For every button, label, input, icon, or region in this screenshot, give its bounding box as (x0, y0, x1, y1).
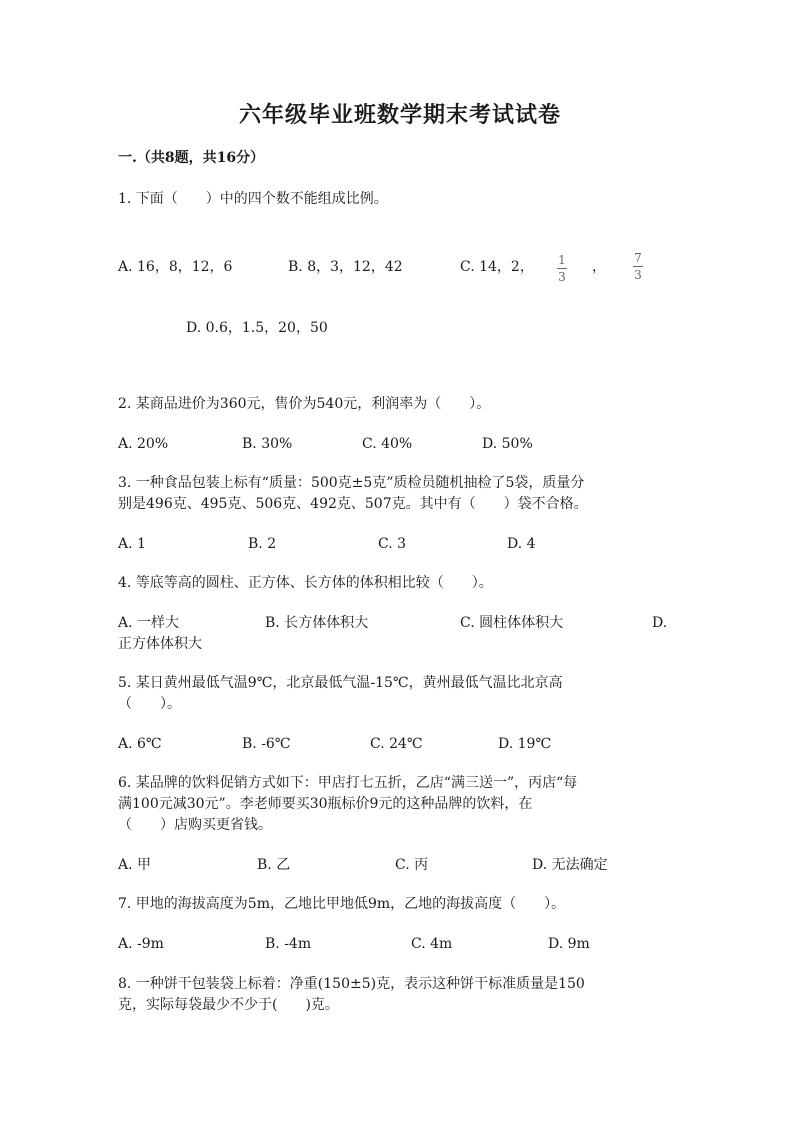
q4-option-c[interactable]: C. 圆柱体体积大 (460, 615, 564, 631)
q2-option-b[interactable]: B. 30% (242, 436, 293, 452)
q7-option-b[interactable]: B. -4m (265, 936, 312, 952)
q4-option-b[interactable]: B. 长方体体积大 (265, 615, 369, 631)
question-3-line-2: 别是496克、495克、506克、492克、507克。其中有（ ）袋不合格。 (118, 496, 588, 512)
q3-option-a[interactable]: A. 1 (118, 536, 146, 552)
question-1: 1. 下面（ ）中的四个数不能组成比例。 (118, 191, 388, 207)
q3-option-b[interactable]: B. 2 (248, 536, 277, 552)
q4-option-a[interactable]: A. 一样大 (118, 615, 180, 631)
q1-separator: ， (592, 259, 606, 275)
q3-option-d[interactable]: D. 4 (507, 536, 536, 552)
page-title: 六年级毕业班数学期末考试试卷 (238, 102, 561, 128)
question-6-line-1: 6. 某品牌的饮料促销方式如下：甲店打七五折，乙店“满三送一”，丙店“每 (118, 775, 578, 791)
q1-option-c[interactable]: C. 14，2， (460, 259, 534, 275)
question-3-line-1: 3. 一种食品包装上标有“质量：500克±5克”质检员随机抽检了5袋，质量分 (118, 475, 585, 491)
q7-option-c[interactable]: C. 4m (411, 936, 453, 952)
q6-option-d[interactable]: D. 无法确定 (532, 857, 608, 873)
q5-option-c[interactable]: C. 24℃ (370, 736, 423, 752)
q1-option-b[interactable]: B. 8，3，12，42 (288, 259, 403, 275)
q6-option-c[interactable]: C. 丙 (395, 857, 429, 873)
q4-option-d-text: 正方体体积大 (118, 636, 202, 652)
section-heading: 一.（共8题，共16分） (118, 150, 265, 166)
question-7: 7. 甲地的海拔高度为5m，乙地比甲地低9m，乙地的海拔高度（ ）。 (118, 896, 566, 912)
fraction-numerator: 7 (634, 251, 642, 265)
question-6-line-2: 满100元减30元”。李老师要买30瓶标价9元的这种品牌的饮料，在 (118, 796, 533, 812)
question-6-line-3: （ ）店购买更省钱。 (118, 817, 272, 833)
question-5-line-1: 5. 某日黄州最低气温9℃，北京最低气温-15℃，黄州最低气温比北京高 (118, 675, 563, 691)
q4-option-d[interactable]: D. (652, 615, 668, 631)
q1-option-d[interactable]: D. 0.6，1.5，20，50 (186, 320, 328, 336)
q1-option-a[interactable]: A. 16，8，12，6 (118, 259, 233, 275)
q2-option-a[interactable]: A. 20% (118, 436, 169, 452)
q1-fraction-one-third (555, 253, 569, 284)
fraction-denominator: 3 (558, 270, 566, 284)
q1-fraction-seven-thirds (631, 251, 645, 282)
q2-option-c[interactable]: C. 40% (362, 436, 413, 452)
q7-option-d[interactable]: D. 9m (548, 936, 590, 952)
q2-option-d[interactable]: D. 50% (482, 436, 533, 452)
fraction-bar (557, 268, 567, 269)
question-8-line-1: 8. 一种饼干包装袋上标着：净重(150±5)克，表示这种饼干标准质量是150 (118, 976, 585, 992)
q7-option-a[interactable]: A. -9m (118, 936, 164, 952)
question-8-line-2: 克，实际每袋最少不少于( )克。 (118, 997, 339, 1013)
question-5-line-2: （ ）。 (118, 696, 181, 712)
q6-option-b[interactable]: B. 乙 (257, 857, 291, 873)
fraction-bar (633, 266, 643, 267)
q5-option-d[interactable]: D. 19℃ (498, 736, 552, 752)
question-4: 4. 等底等高的圆柱、正方体、长方体的体积相比较（ ）。 (118, 575, 493, 591)
fraction-numerator: 1 (558, 253, 566, 267)
q5-option-b[interactable]: B. -6℃ (242, 736, 291, 752)
question-2: 2. 某商品进价为360元，售价为540元，利润率为（ ）。 (118, 396, 491, 412)
q5-option-a[interactable]: A. 6℃ (118, 736, 162, 752)
q3-option-c[interactable]: C. 3 (378, 536, 407, 552)
fraction-denominator: 3 (634, 268, 642, 282)
q6-option-a[interactable]: A. 甲 (118, 857, 152, 873)
